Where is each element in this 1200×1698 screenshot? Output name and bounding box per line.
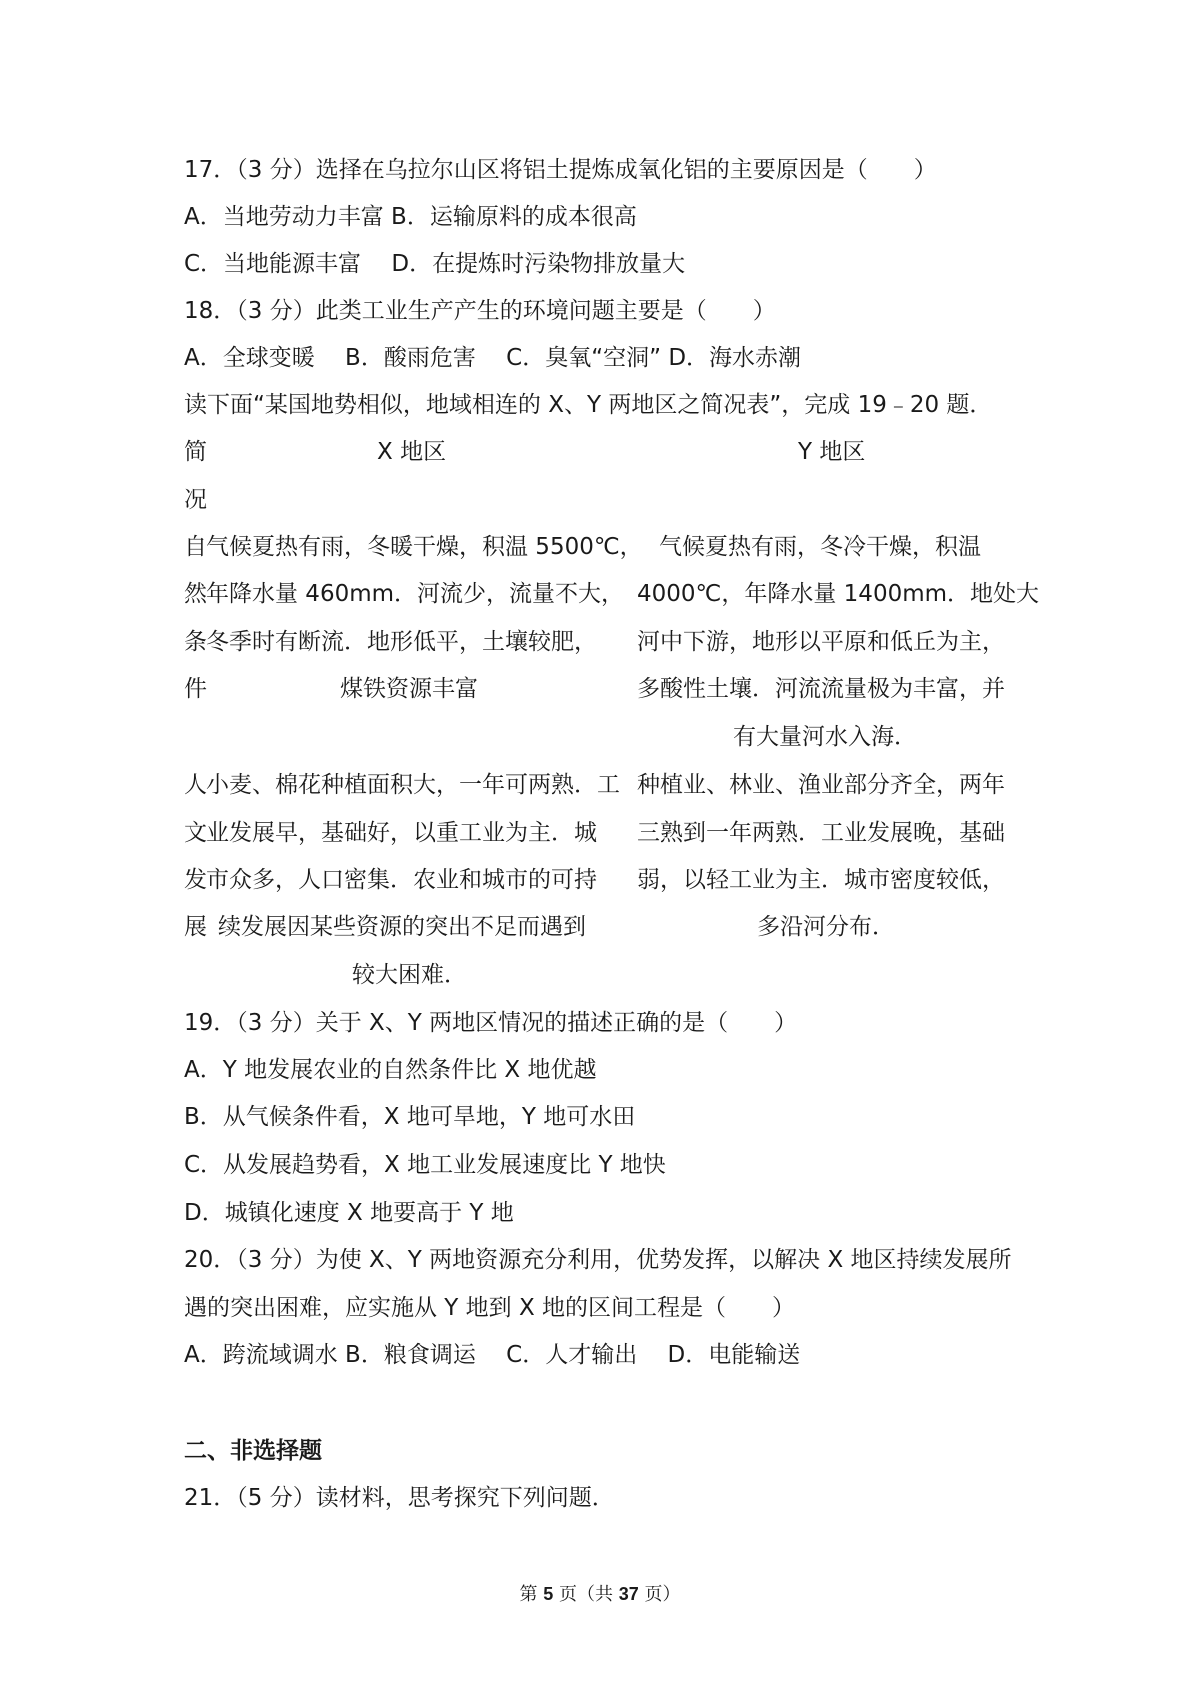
cell-natural-y-line: 多酸性土壤．河流流量极为丰富，并 (637, 676, 1005, 702)
row-header-char: 自 (184, 534, 207, 560)
footer-suffix: 页） (638, 1584, 681, 1605)
column-header-y: Y 地区 (798, 439, 866, 465)
column-header-x: X 地区 (377, 439, 447, 465)
cell-human-x-line: 续发展因某些资源的突出不足而遇到 (218, 914, 586, 940)
cell-natural-y-line: 河中下游，地形以平原和低丘为主， (637, 629, 1005, 655)
q19-option-d: D．城镇化速度 X 地要高于 Y 地 (184, 1200, 514, 1226)
cell-natural-y-line: 4000℃，年降水量 1400mm．地处大 (637, 581, 1040, 607)
q17-options-cd: C．当地能源丰富 D．在提炼时污染物排放量大 (184, 251, 686, 277)
cell-natural-y-line: 气候夏热有雨，冬冷干燥，积温 (659, 534, 981, 560)
cell-natural-x-line: 气候夏热有雨，冬暖干燥，积温 5500℃， (206, 534, 643, 560)
q21-stem: 21．（5 分）读材料，思考探究下列问题． (184, 1485, 615, 1511)
row-header-char: 文 (184, 820, 207, 846)
q19-stem: 19．（3 分）关于 X、Y 两地区情况的描述正确的是（ ） (184, 1010, 798, 1036)
row-header-char: 人 (184, 772, 207, 798)
row-header-char: 况 (184, 487, 207, 513)
footer-middle: 页（共 (553, 1584, 619, 1605)
cell-natural-x-line: 冬季时有断流．地形低平，土壤较肥， (206, 629, 597, 655)
cell-human-y-line: 三熟到一年两熟．工业发展晚，基础 (637, 820, 1005, 846)
q17-stem: 17．（3 分）选择在乌拉尔山区将铝土提炼成氧化铝的主要原因是（ ） (184, 157, 937, 183)
cell-human-x-line: 业发展早，基础好，以重工业为主．城 (206, 820, 597, 846)
cell-human-y-line: 种植业、林业、渔业部分齐全，两年 (637, 772, 1005, 798)
row-header-char: 展 (184, 914, 207, 940)
q18-options: A．全球变暖 B．酸雨危害 C．臭氧“空洞” D．海水赤潮 (184, 345, 802, 371)
row-header-char: 件 (184, 676, 207, 702)
page-total: 37 (618, 1584, 639, 1604)
q20-stem-line1: 20．（3 分）为使 X、Y 两地资源充分利用，优势发挥，以解决 X 地区持续发展所 (184, 1247, 1012, 1273)
cell-natural-x-line: 煤铁资源丰富 (340, 676, 478, 702)
cell-human-y-line: 弱，以轻工业为主．城市密度较低， (637, 867, 1005, 893)
row-header-char: 条 (184, 629, 207, 655)
q18-stem: 18．（3 分）此类工业生产产生的环境问题主要是（ ） (184, 298, 776, 324)
q20-stem-line2: 遇的突出困难，应实施从 Y 地到 X 地的区间工程是（ ） (184, 1295, 796, 1321)
footer-prefix: 第 (519, 1584, 544, 1605)
q20-options: A．跨流域调水 B．粮食调运 C．人才输出 D．电能输送 (184, 1342, 801, 1368)
q19-option-a: A．Y 地发展农业的自然条件比 X 地优越 (184, 1057, 597, 1083)
cell-human-x-line: 市众多，人口密集．农业和城市的可持 (206, 867, 597, 893)
row-header-char: 简 (184, 439, 207, 465)
q17-options-ab: A．当地劳动力丰富 B．运输原料的成本很高 (184, 204, 637, 230)
section-heading: 二、非选择题 (184, 1438, 322, 1464)
cell-human-y-line: 多沿河分布． (757, 914, 895, 940)
cell-human-x-line: 小麦、棉花种植面积大，一年可两熟．工 (206, 772, 620, 798)
q19-option-b: B．从气候条件看，X 地可旱地，Y 地可水田 (184, 1104, 636, 1130)
page-footer (0, 1582, 1200, 1607)
cell-natural-x-line: 年降水量 460mm．河流少，流量不大， (206, 581, 625, 607)
table-intro: 读下面“某国地势相似，地域相连的 X、Y 两地区之简况表”，完成 19﹣20 题． (184, 392, 993, 418)
cell-human-x-line: 较大困难． (352, 962, 467, 988)
row-header-char: 然 (184, 581, 207, 607)
page-number: 5 (543, 1584, 554, 1604)
row-header-char: 发 (184, 867, 207, 893)
q19-option-c: C．从发展趋势看，X 地工业发展速度比 Y 地快 (184, 1152, 666, 1178)
cell-natural-y-line: 有大量河水入海． (733, 724, 917, 750)
